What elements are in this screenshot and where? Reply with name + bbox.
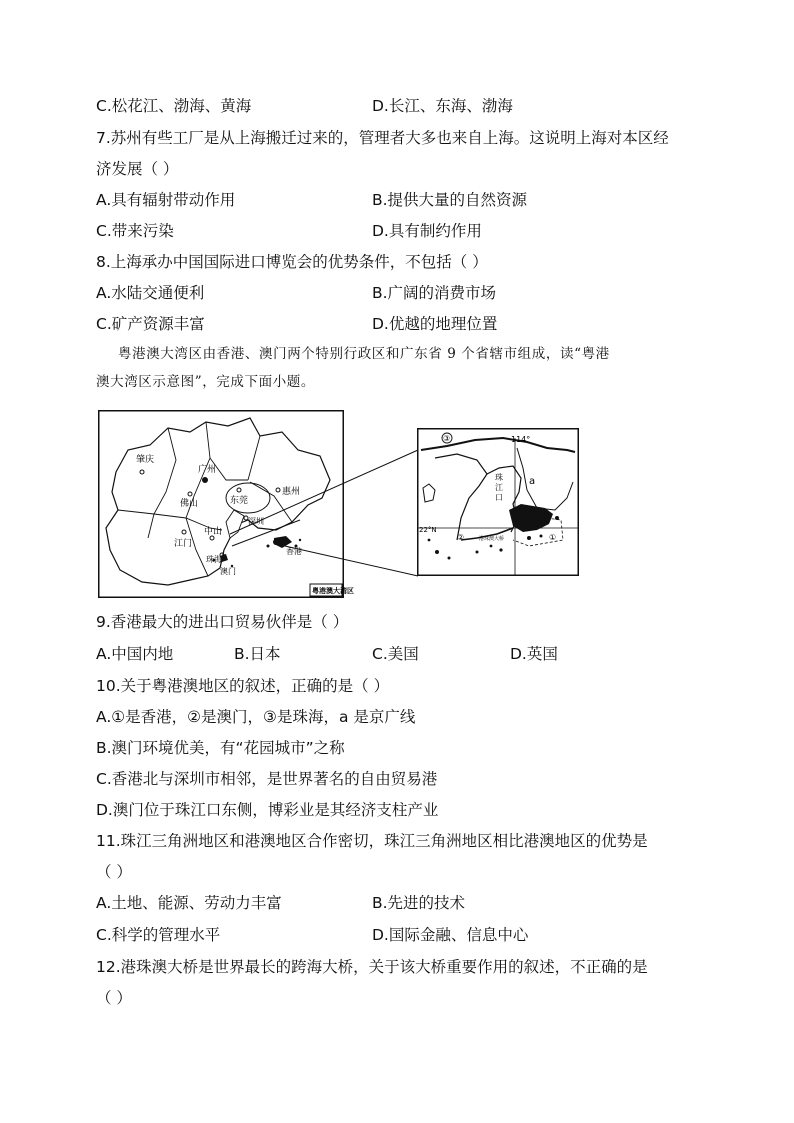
q8-option-b: B.广阔的消费市场 <box>372 284 497 302</box>
q10-option-a: A.①是香港，②是澳门，③是珠海，a 是京广线 <box>96 708 416 726</box>
inset-marker-1: ① <box>549 533 557 542</box>
q8-stem: 8.上海承办中国国际进口博览会的优势条件，不包括（ ） <box>96 253 488 271</box>
city-hongkong: 香港 <box>286 547 302 556</box>
q10-stem: 10.关于粤港澳地区的叙述，正确的是（ ） <box>96 677 390 695</box>
city-huizhou: 惠州 <box>282 487 301 497</box>
q10-option-c: C.香港北与深圳市相邻，是世界著名的自由贸易港 <box>96 770 438 788</box>
q7-option-a: A.具有辐射带动作用 <box>96 191 236 209</box>
inset-estuary-1: 珠 <box>495 473 503 482</box>
q7-option-b: B.提供大量的自然资源 <box>372 191 528 209</box>
city-zhaoqing: 肇庆 <box>136 455 155 465</box>
q11-stem-line-1: 11.珠江三角洲地区和港澳地区合作密切，珠江三角洲地区相比港澳地区的优势是 <box>96 832 648 850</box>
q11-option-d: D.国际金融、信息中心 <box>372 926 529 944</box>
q11-option-c: C.科学的管理水平 <box>96 926 221 944</box>
inset-marker-3: ③ <box>443 434 451 443</box>
inset-marker-2: ② <box>457 533 465 542</box>
q9-option-d: D.英国 <box>510 645 558 663</box>
q12-stem-line-2: （ ） <box>96 989 132 1007</box>
q6-option-d: D.长江、东海、渤海 <box>372 97 513 115</box>
q9-option-c: C.美国 <box>372 645 419 663</box>
q8-option-a: A.水陆交通便利 <box>96 284 205 302</box>
inset-lat-label: 22°N <box>419 526 437 534</box>
city-zhuhai: 珠海 <box>206 555 222 564</box>
reading-intro-line-1: 粤港澳大湾区由香港、澳门两个特别行政区和广东省 9 个省辖市组成，读“粤港 <box>118 346 610 362</box>
reading-intro-line-2: 澳大湾区示意图”，完成下面小题。 <box>96 374 316 390</box>
city-zhongshan: 中山 <box>204 527 223 537</box>
inset-bridge-label: 港珠澳大桥 <box>479 536 505 542</box>
inset-map <box>417 428 579 576</box>
q12-stem-line-1: 12.港珠澳大桥是世界最长的跨海大桥，关于该大桥重要作用的叙述，不正确的是 <box>96 958 648 976</box>
inset-estuary-3: 口 <box>495 493 503 502</box>
q9-stem: 9.香港最大的进出口贸易伙伴是（ ） <box>96 613 349 631</box>
city-dongguan: 东莞 <box>230 496 249 506</box>
q11-option-b: B.先进的技术 <box>372 894 466 912</box>
city-guangzhou: 广州 <box>198 465 217 475</box>
city-jiangmen: 江门 <box>174 539 193 549</box>
city-foshan: 佛山 <box>180 499 199 509</box>
q7-stem-line-2: 济发展（ ） <box>96 160 179 178</box>
city-shenzhen: 深圳 <box>248 517 264 526</box>
q7-option-d: D.具有制约作用 <box>372 222 482 240</box>
q9-option-b: B.日本 <box>234 645 281 663</box>
inset-lon-label: 114° <box>511 435 531 444</box>
q8-option-d: D.优越的地理位置 <box>372 315 498 333</box>
q11-stem-line-2: （ ） <box>96 863 132 881</box>
q7-option-c: C.带来污染 <box>96 222 174 240</box>
q10-option-d: D.澳门位于珠江口东侧，博彩业是其经济支柱产业 <box>96 801 439 819</box>
inset-estuary-2: 江 <box>495 483 503 492</box>
q10-option-b: B.澳门环境优美，有“花园城市”之称 <box>96 739 345 757</box>
q6-option-c: C.松花江、渤海、黄海 <box>96 97 252 115</box>
inset-label-a: a <box>529 476 536 487</box>
q9-option-a: A.中国内地 <box>96 645 174 663</box>
q8-option-c: C.矿产资源丰富 <box>96 315 205 333</box>
q11-option-a: A.土地、能源、劳动力丰富 <box>96 894 282 912</box>
map-caption: 粤港澳大湾区 <box>312 587 354 595</box>
q7-stem-line-1: 7.苏州有些工厂是从上海搬迁过来的，管理者大多也来自上海。这说明上海对本区经 <box>96 129 669 147</box>
city-macau: 澳门 <box>220 567 236 576</box>
